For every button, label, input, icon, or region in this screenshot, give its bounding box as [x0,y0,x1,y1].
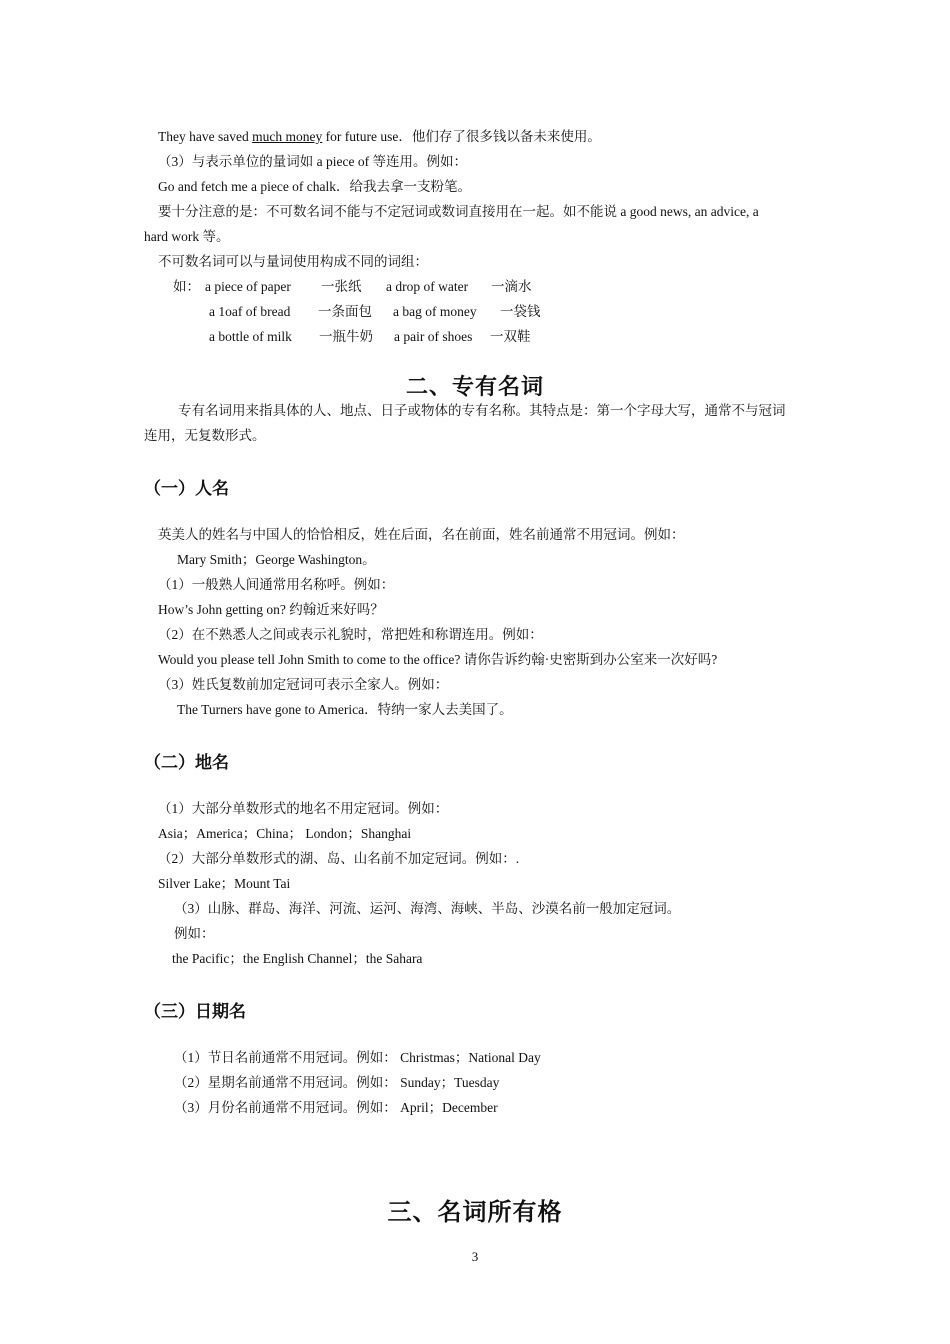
section-title: 三、名词所有格 [387,1198,563,1226]
text-segment: They have saved [158,129,253,144]
text-segment: for future use．他们存了很多钱以备未来使用。 [322,129,601,144]
text-line: 专有名词用来指具体的人、地点、日子或物体的专有名称。其特点是：第一个字母大写，通常不与冠词 [178,403,786,418]
text-line: （1）大部分单数形式的地名不用定冠词。例如： [158,801,449,816]
text-line: 不可数名词可以与量词使用构成不同的词组： [158,254,428,269]
text-line: the Pacific；the English Channel；the Sahara [172,951,423,966]
text-line: （3）姓氏复数前加定冠词可表示全家人。例如： [158,677,449,692]
text-line: Asia；America；China； London；Shanghai [158,826,412,841]
text-line: （3）与表示单位的量词如 a piece of 等连用。例如： [158,154,467,169]
text-line: Would you please tell John Smith to come to the office? 请你告诉约翰·史密斯到办公室来一次好吗? [158,652,718,667]
example-en: a bottle of milk [209,329,292,344]
example-zh: 一滴水 [491,279,532,294]
text-line: How’s John getting on? 约翰近来好吗？ [158,602,384,617]
example-en: a bag of money [393,304,477,319]
text-line [158,128,601,146]
text-line: 英美人的姓名与中国人的恰恰相反，姓在后面，名在前面，姓名前通常不用冠词。例如： [158,527,685,542]
text-line: （2）大部分单数形式的湖、岛、山名前不加定冠词。例如：. [158,851,520,866]
example-en: a 1oaf of bread [209,304,291,319]
text-line: （2）在不熟悉人之间或表示礼貌时，常把姓和称谓连用。例如： [158,627,543,642]
text-line: （1）节日名前通常不用冠词。例如： Christmas；National Day [174,1050,541,1065]
example-en: a piece of paper [205,279,291,294]
text-line: hard work 等。 [144,229,230,244]
text-line: Go and fetch me a piece of chalk．给我去拿一支粉笔。 [158,179,472,194]
text-line: 连用，无复数形式。 [144,428,266,443]
subsection-title: （二）地名 [144,753,229,773]
example-en: a drop of water [386,279,469,294]
text-line: （1）一般熟人间通常用名称呼。例如： [158,577,395,592]
text-line: （3）山脉、群岛、海洋、河流、运河、海湾、海峡、半岛、沙漠名前一般加定冠词。 [174,901,681,916]
text-line: Mary Smith；George Washington。 [177,552,376,567]
text-line: （2）星期名前通常不用冠词。例如： Sunday；Tuesday [174,1075,500,1090]
example-zh: 一张纸 [321,279,362,294]
text-line: （3）月份名前通常不用冠词。例如： April；December [174,1100,498,1115]
underlined-text: much money [252,129,323,144]
text-line: Silver Lake；Mount Tai [158,876,291,891]
subsection-title: （一）人名 [144,479,229,499]
page-number: 3 [471,1249,479,1264]
example-zh: 一袋钱 [500,304,541,319]
example-zh: 一双鞋 [490,329,531,344]
section-title: 二、专有名词 [405,375,544,400]
example-prefix: 如： [173,279,200,294]
example-zh: 一瓶牛奶 [319,329,373,344]
example-zh: 一条面包 [318,304,372,319]
text-line: 要十分注意的是：不可数名词不能与不定冠词或数词直接用在一起。如不能说 a good news, an advice, a [158,204,759,219]
subsection-title: （三）日期名 [144,1002,246,1022]
text-line: The Turners have gone to America．特纳一家人去美国了。 [177,702,513,717]
text-line: 例如： [174,926,215,941]
example-en: a pair of shoes [394,329,473,344]
